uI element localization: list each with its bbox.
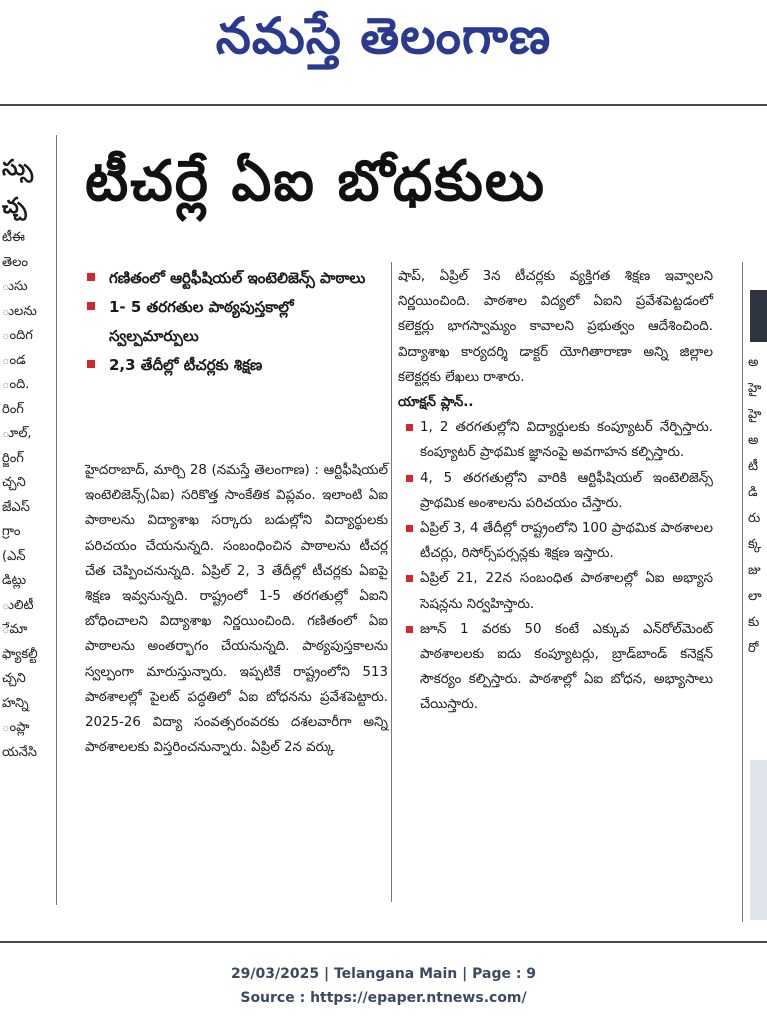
bullet-square-icon [87, 302, 95, 310]
left-fragment-line: తెలం [2, 254, 28, 270]
left-column-fragment [0, 150, 50, 890]
masthead [0, 0, 767, 92]
article-headline: టీచర్లే ఏఐ బోధకులు [85, 149, 547, 214]
right-fragment-line: అ [748, 433, 759, 448]
left-heading-line: స్సు [2, 156, 34, 181]
bullet-square-icon [406, 424, 413, 431]
left-fragment-line: ంప్లా [2, 720, 30, 735]
left-fragment-line: చ్చని [2, 671, 26, 686]
action-plan-heading: యాక్షన్ ప్లాన్.. [398, 395, 474, 411]
right-fragment-line: లా [748, 589, 762, 604]
left-fragment-line: గ్రాం [2, 524, 21, 539]
action-point: ఏప్రిల్ 3, 4 తేదీల్లో రాష్ట్రంలోని 100 ప్రాథమిక పాఠశాలల టీచర్లు, రిసోర్స్‌పర్సన్లకు శిక్షణ ఇస్తారు. [398, 516, 713, 566]
highlight-item: 1- 5 తరగతుల పాఠ్యపుస్తకాల్లో స్వల్పమార్పులు [85, 293, 385, 351]
footer-divider [0, 941, 767, 943]
article-highlights [85, 264, 385, 380]
action-point: ఏప్రిల్ 21, 22న సంబంధిత పాఠశాలల్లో ఏఐ అభ్యాస సెషన్లను నిర్వహిస్తారు. [398, 566, 713, 616]
article-body-right [398, 264, 713, 718]
left-fragment-line: యనేసి [2, 744, 37, 760]
column-divider [391, 262, 392, 902]
page-footer [0, 962, 767, 1010]
bullet-square-icon [406, 575, 413, 582]
right-fragment-line: హై [748, 407, 762, 422]
right-fragment-line: రు [748, 511, 761, 526]
left-fragment-line: ుసు [2, 279, 28, 294]
right-fragment-line: క్క [748, 537, 762, 552]
right-fragment-line: టీ [748, 459, 759, 474]
bullet-square-icon [87, 360, 95, 368]
bullet-square-icon [406, 475, 413, 482]
right-column-fragment [748, 280, 767, 920]
left-fragment-line: ర్జింగ్ [2, 450, 24, 466]
left-fragment-line: (ఎన్ [2, 548, 26, 564]
left-fragment-line: ండ [2, 352, 26, 368]
right-fragment-line: కు [748, 615, 760, 630]
left-fragment-line: టీఈ [2, 230, 25, 245]
left-fragment-line: ందిగ [2, 328, 33, 343]
bullet-square-icon [87, 273, 95, 281]
left-heading-line: చ్చ [2, 194, 27, 219]
edition-info: 29/03/2025 | Telangana Main | Page : 9 [230, 966, 537, 982]
left-fragment-line: జేఎస్ [2, 499, 30, 515]
article-intro-continued: షాప్, ఏప్రిల్ 3న టీచర్లకు వ్యక్తిగత శిక్షణ ఇవ్వాలని నిర్ణయించింది. పాఠశాల విద్యలో ఏఐని ప్రవేశపెట్టడంలో కలెక్టర్లు భాగస్వామ్యం కావాలని ప్రభుత్వం ఆదేశించింది. విద్యాశాఖ కార్యదర్శి డాక్టర్ యోగితారాణా అన్ని జిల్లాల కలెక్టర్లకు లేఖలు రాశారు. [398, 269, 713, 385]
bullet-square-icon [406, 626, 413, 633]
left-fragment-line: ంది. [2, 377, 30, 392]
right-fragment-line: రో [748, 641, 759, 656]
header-divider [0, 104, 767, 106]
column-divider [56, 135, 57, 905]
column-divider [742, 262, 743, 922]
right-fragment-line: జు [748, 563, 761, 578]
action-point: 1, 2 తరగతుల్లోని విద్యార్థులకు కంప్యూటర్ నేర్పిస్తారు. కంప్యూటర్ ప్రాథమిక జ్ఞానంపై అవగాహన కల్పిస్తారు. [398, 415, 713, 465]
action-point: 4, 5 తరగతుల్లోని వారికి ఆర్టిఫీషియల్ ఇంటెలిజెన్స్ ప్రాథమిక అంశాలను పరిచయం చేస్తారు. [398, 466, 713, 516]
left-fragment-line: హన్ని [2, 695, 29, 711]
right-fragment-line: అ [748, 355, 759, 370]
left-fragment-line: ఫ్యాకల్టీ [2, 646, 38, 662]
bullet-square-icon [406, 525, 413, 532]
newspaper-logo: నమస్తే తెలంగాణ [215, 6, 552, 65]
highlight-item: 2,3 తేదీల్లో టీచర్లకు శిక్షణ [85, 351, 385, 380]
left-fragment-line: డిట్లు [2, 573, 27, 588]
source-link[interactable]: Source : https://epaper.ntnews.com/ [240, 990, 527, 1006]
left-fragment-line: చ్చని [2, 475, 26, 490]
right-fragment-line: హై [748, 381, 762, 396]
left-fragment-line: రింగ్ [2, 401, 24, 417]
right-fragment-line: డి [748, 485, 758, 500]
left-fragment-line: ూల్, [2, 426, 32, 441]
action-point: జూన్ 1 వరకు 50 కంటే ఎక్కువ ఎన్‌రోల్‌మెంట్ పాఠశాలలకు ఐదు కంప్యూటర్లు, బ్రాడ్‌బాండ్ కనెక్షన్ సౌకర్యం కల్పిస్తారు. పాఠశాల్లో ఏఐ బోధన, అభ్యాసాలు చేయిస్తారు. [398, 617, 713, 718]
highlight-item: గణితంలో ఆర్టిఫీషియల్ ఇంటెలిజెన్స్ పాఠాలు [85, 264, 385, 293]
left-fragment-line: ేమా [2, 622, 28, 637]
article-body-left: హైదరాబాద్, మార్చి 28 (నమస్తే తెలంగాణ) : ఆర్టిఫీషియల్ ఇంటెలిజెన్స్(ఏఐ) సరికొత్త సాంకేతిక విప్లవం. ఇలాంటి ఏఐ పాఠాలను విద్యాశాఖ సర్కారు బడుల్లోని విద్యార్థులకు పరిచయం చేయనున్నది. సంబంధించిన పాఠాలను టీచర్ల చేత చెప్పించనున్నది. ఏప్రిల్ 2, 3 తేదీల్లో టీచర్లకు ఏఐపై శిక్షణ ఇవ్వనున్నది. రాష్ట్రంలో 1-5 తరగతుల్లో ఏఐని బోధించాలని విద్యాశాఖ నిర్ణయించింది. గణితంలో ఏఐ పాఠాలను అంతర్భాగం చేయనున్నది. పాఠ్యపుస్తకాలను స్వల్పంగా మారుస్తున్నారు. ఇప్పటికే రాష్ట్రంలోని 513 పాఠశాలల్లో పైలట్ పద్ధతిలో ఏఐ బోధనను ప్రవేశపెట్టారు. 2025-26 విద్యా సంవత్సరంవరకు దశలవారీగా అన్ని పాఠశాలలకు విస్తరించనున్నారు. ఏప్రిల్ 2న వర్కు [85, 463, 388, 756]
left-fragment-line: ులిటీ [2, 597, 34, 613]
left-fragment-line: ులను [2, 303, 37, 319]
